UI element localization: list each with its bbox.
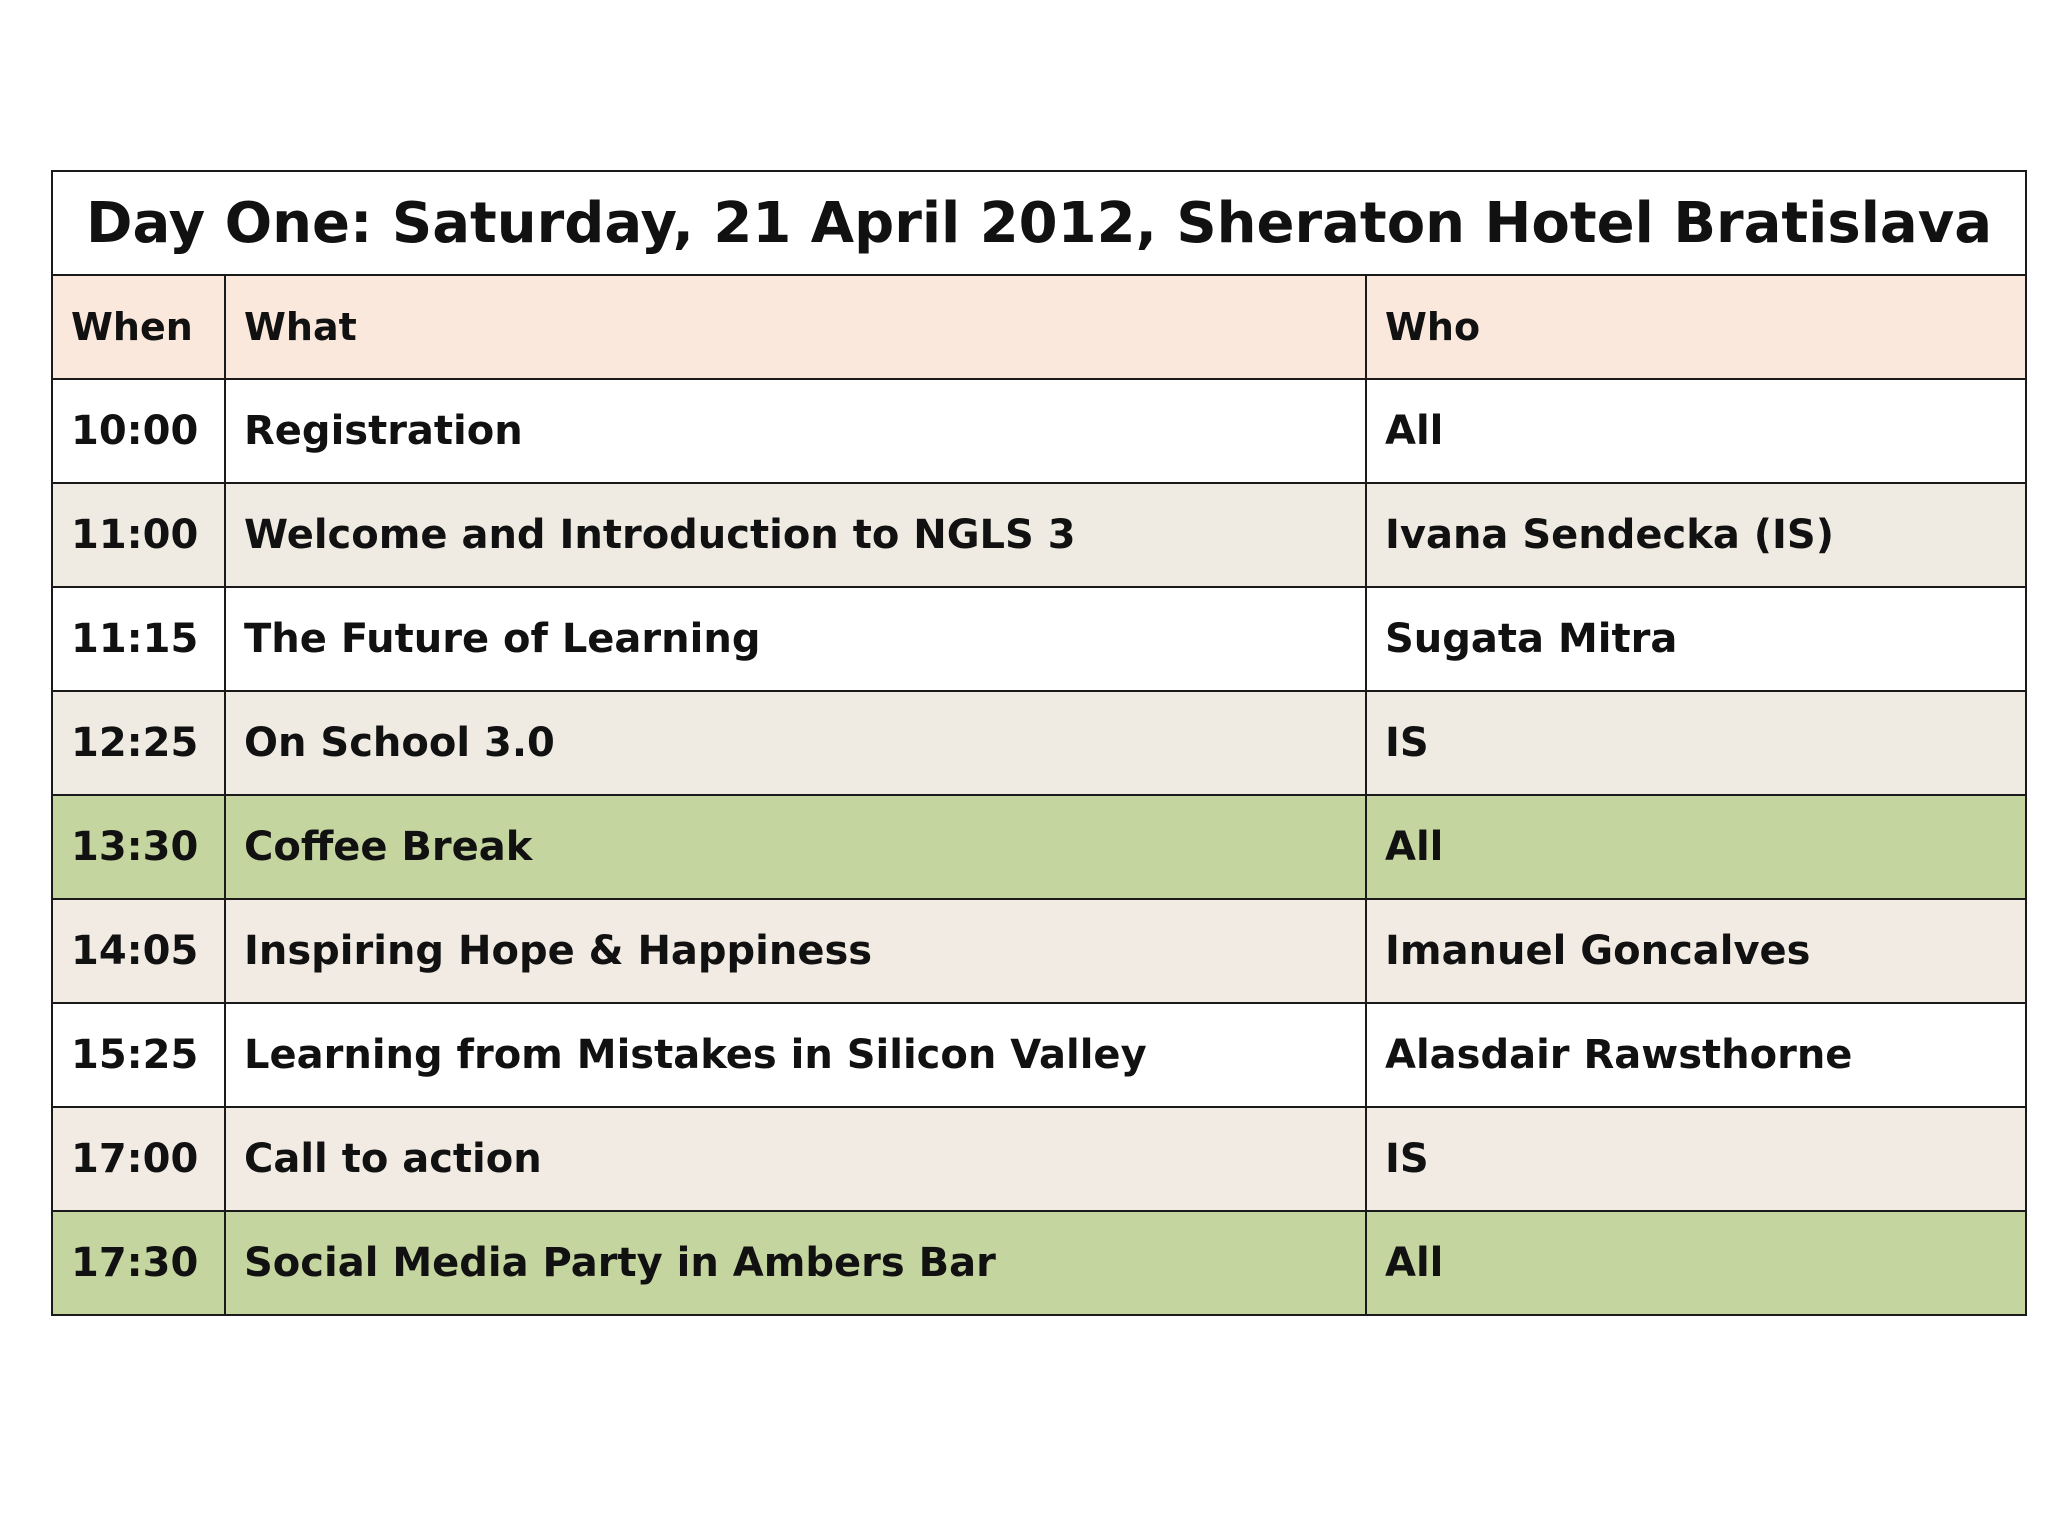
table-row: [52, 483, 2026, 587]
table-row: [52, 691, 2026, 795]
cell-who: Ivana Sendecka (IS): [1366, 483, 2026, 587]
cell-what: The Future of Learning: [225, 587, 1366, 691]
header-row: [52, 275, 2026, 379]
cell-who: Sugata Mitra: [1366, 587, 2026, 691]
cell-when: 10:00: [52, 379, 225, 483]
table-row: [52, 587, 2026, 691]
agenda-title: Day One: Saturday, 21 April 2012, Sheraton Hotel Bratislava: [52, 171, 2026, 275]
table-row: [52, 1107, 2026, 1211]
cell-who: IS: [1366, 1107, 2026, 1211]
cell-who: All: [1366, 379, 2026, 483]
cell-when: 17:00: [52, 1107, 225, 1211]
cell-what: Welcome and Introduction to NGLS 3: [225, 483, 1366, 587]
cell-what: Coffee Break: [225, 795, 1366, 899]
header-what: What: [225, 275, 1366, 379]
cell-when: 12:25: [52, 691, 225, 795]
cell-what: Registration: [225, 379, 1366, 483]
cell-who: Alasdair Rawsthorne: [1366, 1003, 2026, 1107]
table-row: [52, 795, 2026, 899]
cell-what: On School 3.0: [225, 691, 1366, 795]
title-row: [52, 171, 2026, 275]
cell-who: IS: [1366, 691, 2026, 795]
cell-when: 15:25: [52, 1003, 225, 1107]
cell-what: Inspiring Hope & Happiness: [225, 899, 1366, 1003]
header-when: When: [52, 275, 225, 379]
cell-what: Learning from Mistakes in Silicon Valley: [225, 1003, 1366, 1107]
cell-who: All: [1366, 795, 2026, 899]
table-row: [52, 1003, 2026, 1107]
table-row: [52, 379, 2026, 483]
cell-when: 11:15: [52, 587, 225, 691]
cell-when: 13:30: [52, 795, 225, 899]
cell-who: All: [1366, 1211, 2026, 1315]
cell-when: 11:00: [52, 483, 225, 587]
table-row: [52, 899, 2026, 1003]
cell-what: Social Media Party in Ambers Bar: [225, 1211, 1366, 1315]
cell-when: 14:05: [52, 899, 225, 1003]
cell-who: Imanuel Goncalves: [1366, 899, 2026, 1003]
cell-what: Call to action: [225, 1107, 1366, 1211]
agenda-table: [51, 170, 2027, 1316]
table-row: [52, 1211, 2026, 1315]
header-who: Who: [1366, 275, 2026, 379]
cell-when: 17:30: [52, 1211, 225, 1315]
